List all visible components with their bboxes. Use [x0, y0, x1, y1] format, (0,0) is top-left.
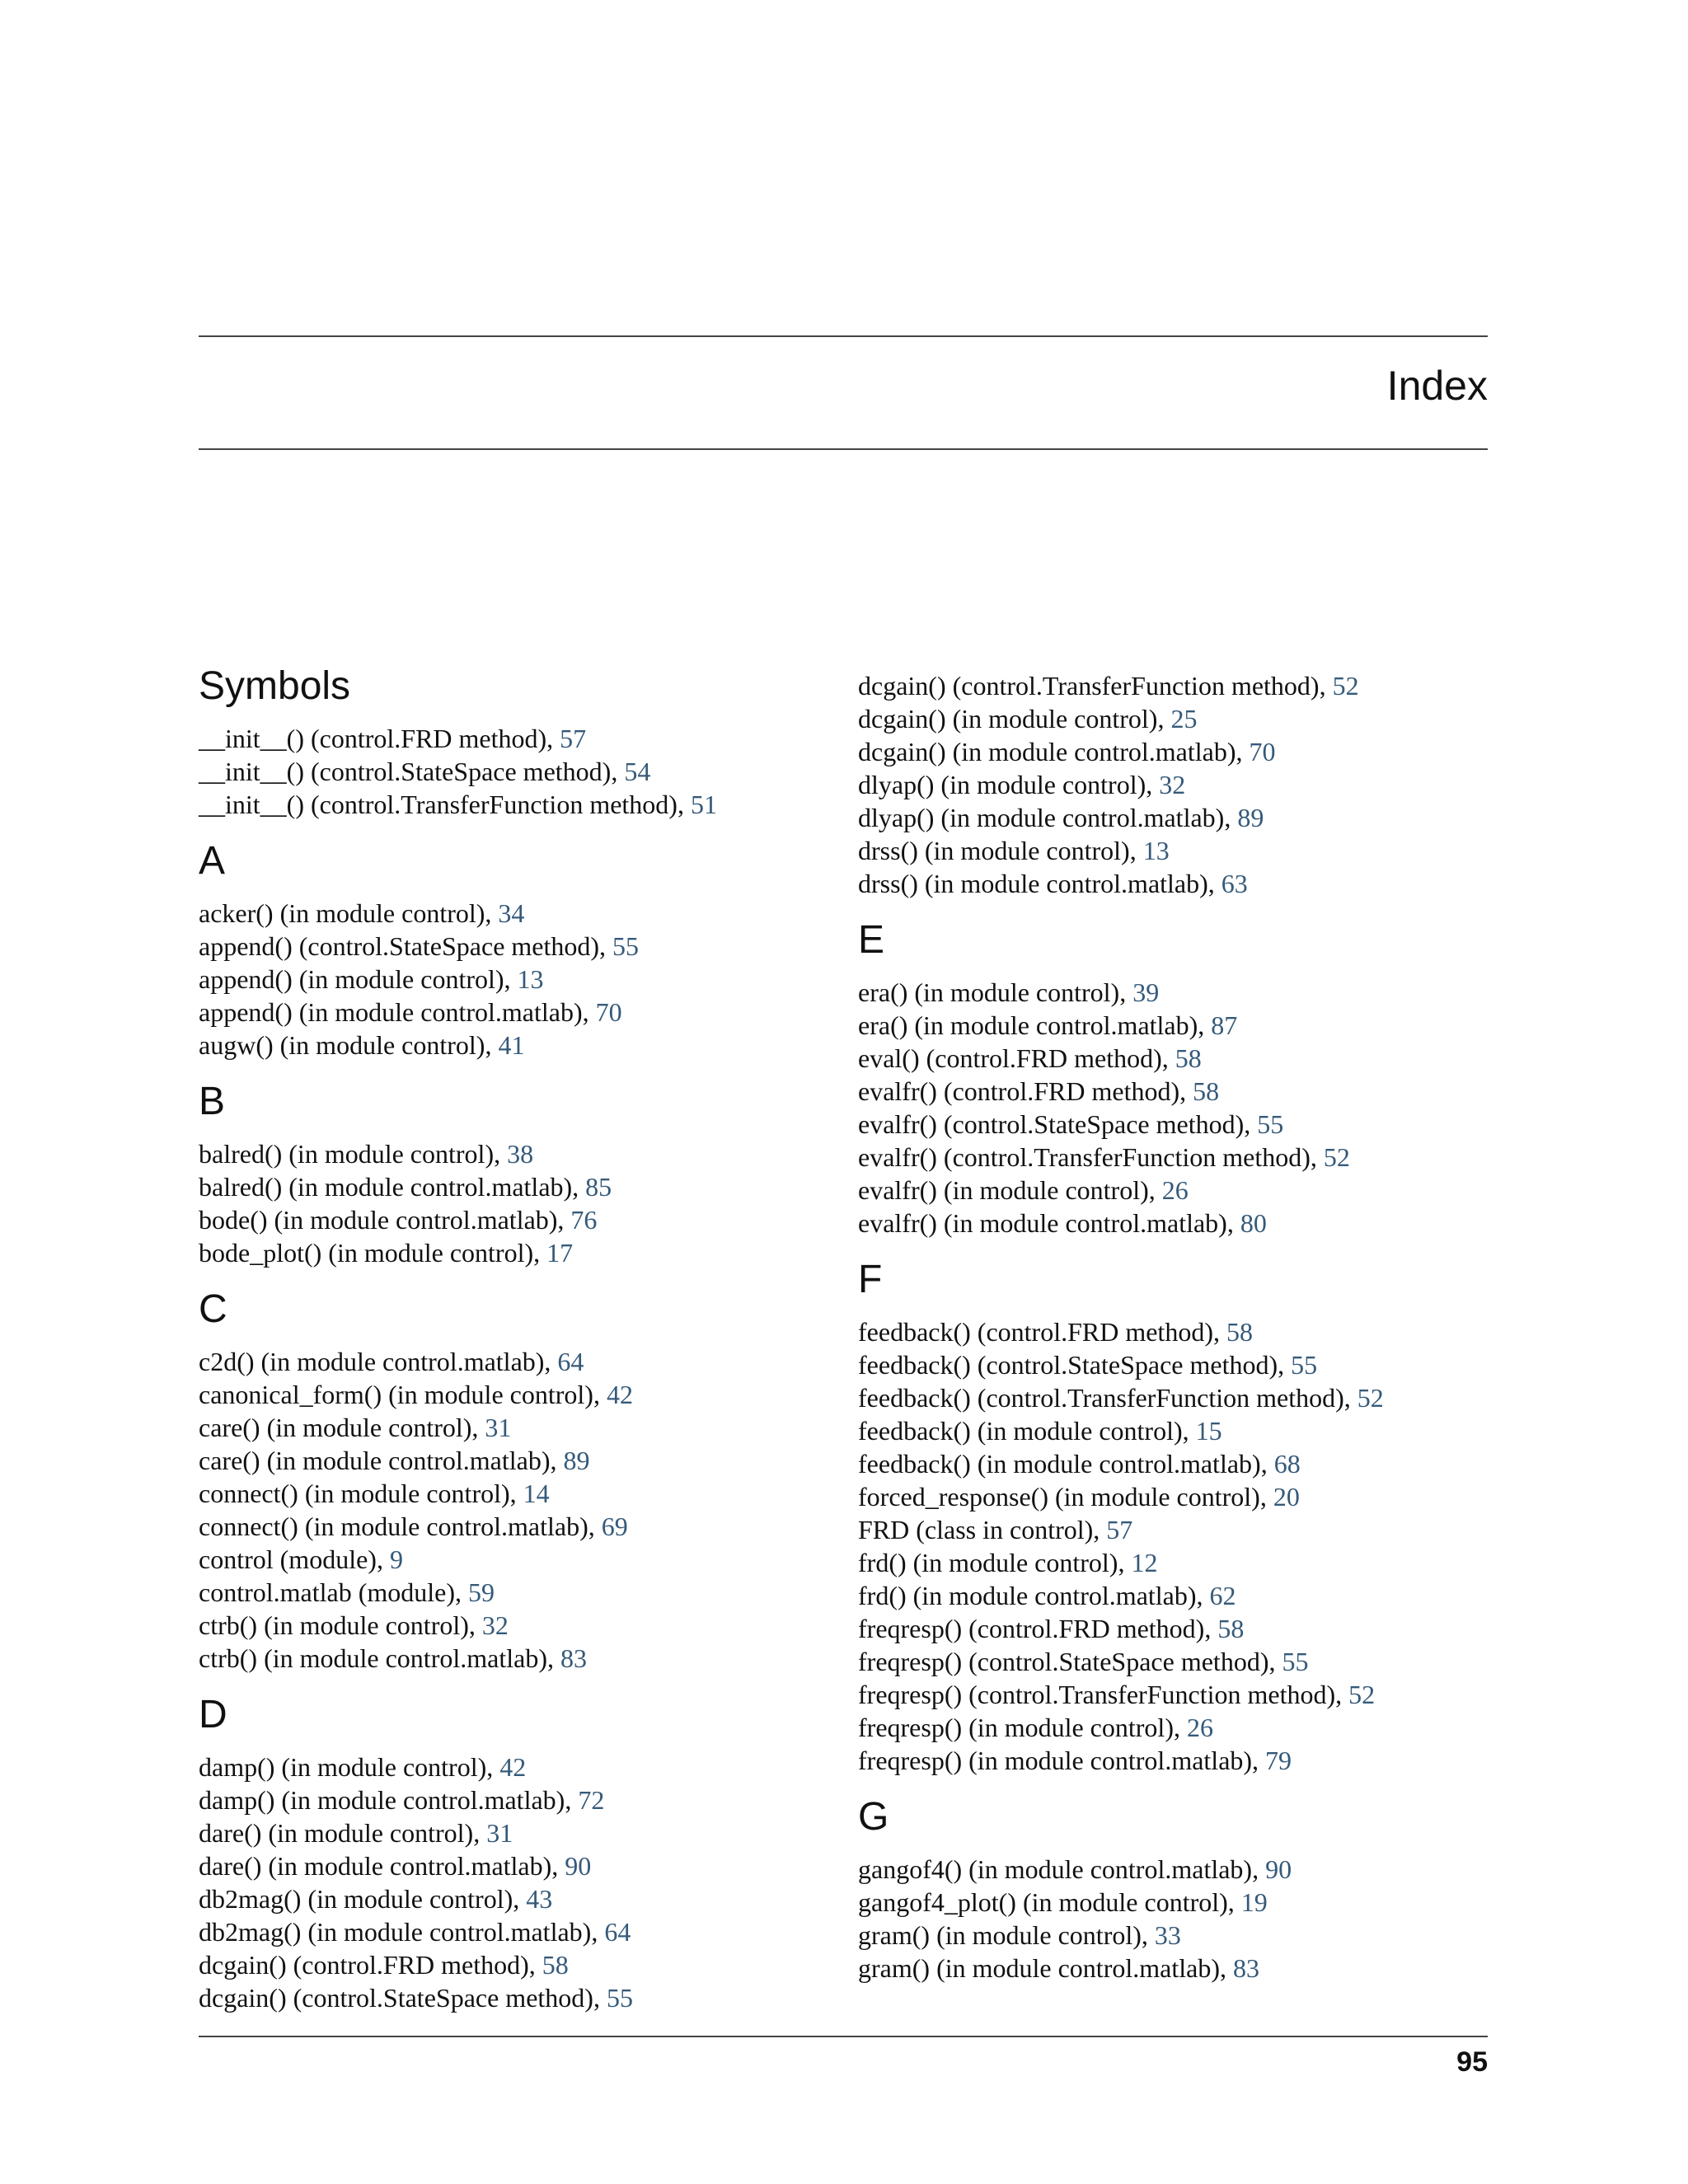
page-reference-link[interactable]: 64 [557, 1347, 584, 1376]
index-entry [858, 801, 1484, 834]
index-entry [858, 1678, 1484, 1711]
index-entry [199, 1642, 825, 1675]
page-reference-link[interactable]: 83 [1232, 1953, 1259, 1983]
page-reference-link[interactable]: 14 [523, 1479, 550, 1508]
index-entry-text: db2mag() (in module control.matlab), [199, 1917, 605, 1947]
page-reference-link[interactable]: 85 [585, 1172, 612, 1202]
index-entry-text: control.matlab (module), [199, 1577, 469, 1607]
page-reference-link[interactable]: 55 [1282, 1647, 1309, 1676]
index-entry [858, 1381, 1484, 1414]
index-entry [199, 1882, 825, 1915]
index-entry [199, 1750, 825, 1783]
page-reference-link[interactable]: 13 [517, 964, 544, 994]
index-entry-text: append() (in module control.matlab), [199, 997, 596, 1027]
index-section [858, 1251, 1484, 1777]
section-heading: Symbols [199, 664, 351, 708]
page-reference-link[interactable]: 58 [1193, 1076, 1220, 1106]
index-entry [858, 1612, 1484, 1645]
page-reference-link[interactable]: 58 [1175, 1043, 1202, 1073]
index-entry-text: freqresp() (in module control.matlab), [858, 1746, 1266, 1775]
index-entry-text: __init__() (control.FRD method), [199, 724, 560, 753]
index-entry-text: balred() (in module control.matlab), [199, 1172, 586, 1202]
index-entry [199, 1510, 825, 1543]
index-section [199, 1281, 825, 1675]
index-entry-text: dcgain() (control.StateSpace method), [199, 1983, 607, 2013]
index-entry [858, 1075, 1484, 1108]
page-reference-link[interactable]: 9 [389, 1544, 403, 1574]
page-reference-link[interactable]: 39 [1132, 977, 1160, 1007]
index-entry-text: gangof4_plot() (in module control), [858, 1887, 1241, 1917]
index-entry-text: __init__() (control.StateSpace method), [199, 757, 625, 786]
page-reference-link[interactable]: 68 [1273, 1449, 1301, 1479]
index-entry-text: freqresp() (in module control), [858, 1713, 1187, 1742]
page-reference-link[interactable]: 83 [560, 1643, 587, 1673]
index-entry-text: gram() (in module control.matlab), [858, 1953, 1233, 1983]
index-entry-text: augw() (in module control), [199, 1030, 499, 1060]
index-entry-text: evalfr() (control.TransferFunction method), [858, 1142, 1324, 1172]
page-reference-link[interactable]: 34 [498, 898, 525, 928]
page-reference-link[interactable]: 89 [1237, 803, 1264, 832]
index-entry [199, 1378, 825, 1411]
index-entry-text: control (module), [199, 1544, 390, 1574]
page-reference-link[interactable]: 25 [1170, 704, 1198, 733]
section-heading: F [858, 1258, 883, 1301]
index-entry [199, 788, 825, 821]
index-section [858, 669, 1484, 900]
index-entry [199, 1981, 825, 2014]
index-entry-text: gangof4() (in module control.matlab), [858, 1854, 1266, 1884]
index-entry [858, 1480, 1484, 1513]
index-entry [858, 1579, 1484, 1612]
page-reference-link[interactable]: 26 [1186, 1713, 1213, 1742]
index-entry-text: dcgain() (control.FRD method), [199, 1950, 542, 1980]
index-section [858, 1788, 1484, 1985]
index-entry-text: canonical_form() (in module control), [199, 1380, 607, 1409]
page-reference-link[interactable]: 32 [1159, 770, 1186, 799]
index-entry-text: evalfr() (control.StateSpace method), [858, 1109, 1258, 1139]
index-entry-text: dare() (in module control.matlab), [199, 1851, 565, 1881]
index-entry-text: db2mag() (in module control), [199, 1884, 527, 1914]
index-entry-text: drss() (in module control), [858, 836, 1143, 865]
page-reference-link[interactable]: 43 [526, 1884, 553, 1914]
section-heading: B [199, 1080, 226, 1123]
page-reference-link[interactable]: 80 [1240, 1208, 1267, 1238]
section-heading: D [199, 1693, 227, 1736]
page-reference-link[interactable]: 55 [612, 931, 640, 961]
index-entry [199, 1477, 825, 1510]
page-reference-link[interactable]: 51 [690, 790, 717, 819]
index-entry [199, 1029, 825, 1062]
index-entry [199, 930, 825, 963]
index-column-right [858, 658, 1484, 1996]
index-entry-text: forced_response() (in module control), [858, 1482, 1273, 1511]
page-reference-link[interactable]: 55 [1257, 1109, 1284, 1139]
index-entry-text: connect() (in module control), [199, 1479, 523, 1508]
page-reference-link[interactable]: 76 [570, 1205, 598, 1235]
index-entry-text: dlyap() (in module control), [858, 770, 1160, 799]
index-entry [199, 1915, 825, 1948]
index-entry-text: eval() (control.FRD method), [858, 1043, 1175, 1073]
page-reference-link[interactable]: 57 [1106, 1515, 1133, 1544]
index-entry [858, 1952, 1484, 1985]
index-entry-text: ctrb() (in module control.matlab), [199, 1643, 560, 1673]
section-heading: E [858, 918, 885, 962]
index-entry [858, 1513, 1484, 1546]
index-entry [858, 1315, 1484, 1348]
index-entry [858, 669, 1484, 702]
page-reference-link[interactable]: 69 [601, 1511, 628, 1541]
index-entry-text: feedback() (in module control.matlab), [858, 1449, 1274, 1479]
index-entry-text: damp() (in module control.matlab), [199, 1785, 579, 1815]
index-entry-text: connect() (in module control.matlab), [199, 1511, 602, 1541]
page-reference-link[interactable]: 41 [498, 1030, 525, 1060]
index-entry-text: dcgain() (control.TransferFunction method), [858, 671, 1333, 701]
page-reference-link[interactable]: 31 [485, 1413, 512, 1442]
index-entry-text: feedback() (control.StateSpace method), [858, 1350, 1292, 1380]
index-entry-text: care() (in module control), [199, 1413, 485, 1442]
index-entry [199, 1543, 825, 1576]
index-entry-text: FRD (class in control), [858, 1515, 1107, 1544]
section-heading: G [858, 1795, 889, 1839]
section-heading: A [199, 839, 226, 883]
index-entry-text: bode_plot() (in module control), [199, 1238, 547, 1268]
page-reference-link[interactable]: 42 [499, 1752, 527, 1782]
index-entry [858, 976, 1484, 1009]
index-entry [858, 1207, 1484, 1240]
index-entry [199, 963, 825, 996]
page-reference-link[interactable]: 19 [1240, 1887, 1268, 1917]
index-entry [199, 1137, 825, 1170]
index-entry [858, 1853, 1484, 1886]
index-entry-text: evalfr() (in module control), [858, 1175, 1162, 1205]
index-entry [858, 1414, 1484, 1447]
index-entry-text: __init__() (control.TransferFunction method), [199, 790, 691, 819]
index-entry [858, 1141, 1484, 1174]
index-entry-text: bode() (in module control.matlab), [199, 1205, 571, 1235]
page-reference-link[interactable]: 70 [1249, 737, 1276, 766]
index-entry-text: freqresp() (control.TransferFunction method), [858, 1680, 1349, 1709]
page-reference-link[interactable]: 58 [1217, 1614, 1245, 1643]
index-entry-text: feedback() (control.TransferFunction method), [858, 1383, 1357, 1413]
index-entry [199, 1576, 825, 1609]
page-reference-link[interactable]: 72 [578, 1785, 605, 1815]
index-entry [199, 755, 825, 788]
index-entry-text: feedback() (in module control), [858, 1416, 1196, 1446]
index-section [199, 832, 825, 1062]
footer-rule [199, 2036, 1488, 2037]
index-entry [858, 1009, 1484, 1042]
index-entry [858, 1348, 1484, 1381]
index-entry-text: evalfr() (control.FRD method), [858, 1076, 1193, 1106]
page-reference-link[interactable]: 58 [542, 1950, 569, 1980]
page-reference-link[interactable]: 26 [1161, 1175, 1189, 1205]
index-entry [199, 1609, 825, 1642]
index-entry-text: dcgain() (in module control), [858, 704, 1171, 733]
index-entry-text: era() (in module control.matlab), [858, 1010, 1212, 1040]
page-reference-link[interactable]: 90 [1265, 1854, 1292, 1884]
index-entry [199, 1170, 825, 1203]
page-reference-link[interactable]: 54 [624, 757, 651, 786]
index-entry-text: evalfr() (in module control.matlab), [858, 1208, 1240, 1238]
index-entry-text: freqresp() (control.StateSpace method), [858, 1647, 1282, 1676]
page-reference-link[interactable]: 55 [1291, 1350, 1318, 1380]
index-section [199, 1073, 825, 1269]
page-reference-link[interactable]: 38 [507, 1139, 534, 1169]
index-entry-text: era() (in module control), [858, 977, 1133, 1007]
page-reference-link[interactable]: 13 [1142, 836, 1170, 865]
index-entry [858, 1711, 1484, 1744]
index-entry [858, 1886, 1484, 1919]
index-entry [858, 1645, 1484, 1678]
page-title: Index [1386, 363, 1488, 409]
page-reference-link[interactable]: 62 [1209, 1581, 1236, 1610]
index-entry [858, 1042, 1484, 1075]
index-entry [858, 834, 1484, 867]
index-entry [199, 1948, 825, 1981]
index-entry [199, 1411, 825, 1444]
section-heading: C [199, 1287, 227, 1331]
index-entry-text: balred() (in module control), [199, 1139, 508, 1169]
page-reference-link[interactable]: 31 [486, 1818, 513, 1848]
page-reference-link[interactable]: 52 [1348, 1680, 1376, 1709]
index-entry-text: dare() (in module control), [199, 1818, 487, 1848]
page-reference-link[interactable]: 17 [546, 1238, 574, 1268]
index-entry-text: acker() (in module control), [199, 898, 499, 928]
index-entry-text: freqresp() (control.FRD method), [858, 1614, 1218, 1643]
index-entry-text: c2d() (in module control.matlab), [199, 1347, 558, 1376]
page-reference-link[interactable]: 87 [1211, 1010, 1238, 1040]
header-rule-top [199, 335, 1488, 337]
index-entry [858, 1919, 1484, 1952]
index-entry-text: gram() (in module control), [858, 1920, 1155, 1950]
page-reference-link[interactable]: 20 [1273, 1482, 1300, 1511]
page-reference-link[interactable]: 58 [1226, 1317, 1253, 1347]
index-section [199, 658, 825, 821]
page-reference-link[interactable]: 63 [1221, 869, 1248, 898]
index-entry [858, 702, 1484, 735]
index-entry [199, 1444, 825, 1477]
page-reference-link[interactable]: 32 [481, 1610, 509, 1640]
index-entry-text: append() (control.StateSpace method), [199, 931, 613, 961]
index-entry [199, 1203, 825, 1236]
index-entry-text: drss() (in module control.matlab), [858, 869, 1221, 898]
index-entry-text: append() (in module control), [199, 964, 518, 994]
page-reference-link[interactable]: 89 [563, 1446, 590, 1475]
index-entry [199, 1236, 825, 1269]
index-entry-text: dcgain() (in module control.matlab), [858, 737, 1250, 766]
page-reference-link[interactable]: 57 [560, 724, 587, 753]
index-entry [199, 996, 825, 1029]
index-entry-text: care() (in module control.matlab), [199, 1446, 564, 1475]
index-entry [199, 1783, 825, 1816]
index-entry [199, 1849, 825, 1882]
index-entry [858, 867, 1484, 900]
index-entry-text: feedback() (control.FRD method), [858, 1317, 1226, 1347]
index-entry [858, 735, 1484, 768]
page-reference-link[interactable]: 90 [565, 1851, 592, 1881]
index-entry-text: damp() (in module control), [199, 1752, 500, 1782]
page-reference-link[interactable]: 52 [1332, 671, 1359, 701]
page-reference-link[interactable]: 59 [468, 1577, 495, 1607]
index-entry [858, 1546, 1484, 1579]
index-column-left [199, 658, 825, 2026]
page-reference-link[interactable]: 52 [1323, 1142, 1350, 1172]
page-reference-link[interactable]: 15 [1195, 1416, 1222, 1446]
page-number: 95 [1456, 2046, 1488, 2078]
index-section [858, 912, 1484, 1240]
page-reference-link[interactable]: 55 [606, 1983, 633, 2013]
page-reference-link[interactable]: 52 [1357, 1383, 1384, 1413]
index-entry [858, 768, 1484, 801]
index-entry-text: dlyap() (in module control.matlab), [858, 803, 1238, 832]
header-rule-bottom [199, 448, 1488, 450]
index-entry [199, 897, 825, 930]
index-entry [858, 1108, 1484, 1141]
page-reference-link[interactable]: 70 [595, 997, 622, 1027]
index-entry [199, 1345, 825, 1378]
page-reference-link[interactable]: 12 [1131, 1548, 1158, 1577]
index-entry [858, 1447, 1484, 1480]
page-reference-link[interactable]: 64 [604, 1917, 631, 1947]
index-entry [858, 1174, 1484, 1207]
index-section [199, 1686, 825, 2014]
index-entry-text: frd() (in module control.matlab), [858, 1581, 1210, 1610]
index-entry [199, 1816, 825, 1849]
page-reference-link[interactable]: 33 [1154, 1920, 1181, 1950]
index-entry [199, 722, 825, 755]
page-reference-link[interactable]: 42 [606, 1380, 633, 1409]
index-entry [858, 1744, 1484, 1777]
index-entry-text: frd() (in module control), [858, 1548, 1132, 1577]
index-entry-text: ctrb() (in module control), [199, 1610, 482, 1640]
page-reference-link[interactable]: 79 [1265, 1746, 1292, 1775]
